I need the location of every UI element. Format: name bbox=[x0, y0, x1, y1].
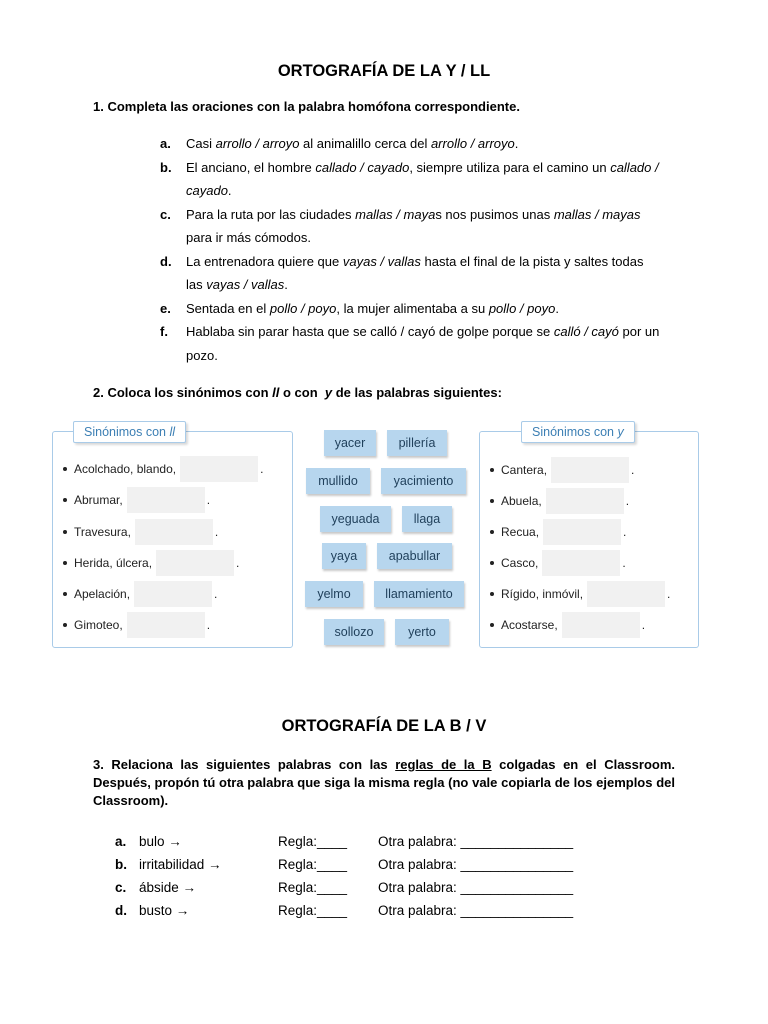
word-bank-chip[interactable]: apabullar bbox=[377, 543, 452, 569]
item-sentence: Hablaba sin parar hasta que se calló / cayó de golpe porque se calló / cayó por un pozo. bbox=[186, 324, 660, 363]
answer-blank[interactable] bbox=[562, 612, 640, 638]
synonym-row: Acostarse, . bbox=[490, 611, 645, 639]
synonym-row: Cantera, . bbox=[490, 456, 634, 484]
other-word-blank[interactable]: Otra palabra: _______________ bbox=[378, 880, 574, 895]
synonym-word: Herida, úlcera, bbox=[74, 556, 153, 570]
exercise-1-list bbox=[160, 132, 660, 367]
word-bank-chip[interactable]: yaya bbox=[322, 543, 366, 569]
synonym-row: Recua, . bbox=[490, 518, 626, 546]
exercise-3-row bbox=[115, 880, 635, 900]
synonym-word: Acostarse, bbox=[501, 618, 558, 632]
item-marker: e. bbox=[160, 300, 171, 316]
bullet-icon bbox=[490, 623, 494, 627]
answer-blank[interactable] bbox=[135, 519, 213, 545]
exercise-3-row bbox=[115, 857, 635, 877]
synonym-word: Apelación, bbox=[74, 587, 131, 601]
word-bank-chip[interactable]: yacer bbox=[324, 430, 376, 456]
rule-blank[interactable]: Regla:____ bbox=[278, 834, 348, 849]
item-marker: b. bbox=[160, 159, 172, 175]
synonyms-y-tab: Sinónimos con y bbox=[521, 421, 635, 443]
synonym-word: Casco, bbox=[501, 556, 539, 570]
synonym-row: Travesura, . bbox=[63, 518, 218, 546]
word-label: bulo → bbox=[139, 834, 182, 849]
synonym-row: Apelación, . bbox=[63, 580, 217, 608]
word-label: ábside → bbox=[139, 880, 197, 895]
item-marker: b. bbox=[115, 857, 127, 872]
bullet-icon bbox=[490, 530, 494, 534]
rule-blank[interactable]: Regla:____ bbox=[278, 880, 348, 895]
list-item bbox=[160, 320, 660, 367]
answer-blank[interactable] bbox=[127, 487, 205, 513]
bullet-icon bbox=[63, 592, 67, 596]
answer-blank[interactable] bbox=[156, 550, 234, 576]
synonyms-ll-box bbox=[52, 425, 293, 648]
word-bank-chip[interactable]: yerto bbox=[395, 619, 449, 645]
exercise-3-row bbox=[115, 903, 635, 923]
word-bank-chip[interactable]: sollozo bbox=[324, 619, 384, 645]
other-word-blank[interactable]: Otra palabra: _______________ bbox=[378, 903, 574, 918]
item-marker: d. bbox=[160, 253, 172, 269]
answer-blank[interactable] bbox=[542, 550, 620, 576]
list-item bbox=[160, 132, 660, 156]
answer-blank[interactable] bbox=[587, 581, 665, 607]
synonym-word: Recua, bbox=[501, 525, 540, 539]
item-marker: d. bbox=[115, 903, 127, 918]
bullet-icon bbox=[63, 467, 67, 471]
rule-blank[interactable]: Regla:____ bbox=[278, 857, 348, 872]
item-marker: c. bbox=[160, 206, 171, 222]
bullet-icon bbox=[63, 498, 67, 502]
item-sentence: La entrenadora quiere que vayas / vallas hasta el final de la pista y saltes todas las vayas / vallas. bbox=[186, 253, 644, 292]
synonym-row: Gimoteo, . bbox=[63, 611, 210, 639]
item-sentence: Para la ruta por las ciudades mallas / mayas nos pusimos unas mallas / mayas para ir más cómodos. bbox=[186, 206, 641, 245]
synonym-row: Rígido, inmóvil, . bbox=[490, 580, 670, 608]
synonym-word: Acolchado, blando, bbox=[74, 462, 177, 476]
item-sentence: Sentada en el pollo / poyo, la mujer alimentaba a su pollo / poyo. bbox=[186, 300, 559, 316]
list-item bbox=[160, 250, 660, 297]
answer-blank[interactable] bbox=[180, 456, 258, 482]
exercise-3-instruction: 3. Relaciona las siguientes palabras con las reglas de la B colgadas en el Classroom. Después, propón tú otra palabra que siga la misma regla (no vale copiarla de los ejemplos del Classroom). bbox=[93, 757, 676, 808]
word-label: irritabilidad → bbox=[139, 857, 222, 872]
synonym-word: Travesura, bbox=[74, 525, 131, 539]
synonyms-y-box bbox=[479, 425, 699, 648]
answer-blank[interactable] bbox=[543, 519, 621, 545]
item-marker: f. bbox=[160, 324, 168, 339]
bullet-icon bbox=[490, 499, 494, 503]
item-marker: c. bbox=[115, 880, 127, 895]
synonym-word: Abrumar, bbox=[74, 493, 123, 507]
section-title-b-v: ORTOGRAFÍA DE LA B / V bbox=[281, 717, 487, 735]
item-sentence: El anciano, el hombre callado / cayado, siempre utiliza para el camino un callado / cayado. bbox=[186, 159, 659, 198]
item-marker: a. bbox=[115, 834, 127, 849]
synonym-word: Rígido, inmóvil, bbox=[501, 587, 584, 601]
exercise-3-row bbox=[115, 834, 635, 854]
synonym-row: Abrumar, . bbox=[63, 486, 210, 514]
synonym-word: Abuela, bbox=[501, 494, 542, 508]
item-marker: a. bbox=[160, 136, 171, 151]
other-word-blank[interactable]: Otra palabra: _______________ bbox=[378, 857, 574, 872]
bullet-icon bbox=[63, 530, 67, 534]
word-bank-chip[interactable]: pillería bbox=[387, 430, 447, 456]
list-item bbox=[160, 156, 660, 203]
synonym-row: Abuela, . bbox=[490, 487, 629, 515]
exercise-1-instruction: 1. Completa las oraciones con la palabra homófona correspondiente. bbox=[93, 99, 520, 114]
exercise-2-instruction: 2. Coloca los sinónimos con ll o con y de las palabras siguientes: bbox=[93, 385, 502, 400]
bullet-icon bbox=[490, 592, 494, 596]
word-bank-chip[interactable]: yacimiento bbox=[381, 468, 466, 494]
bullet-icon bbox=[63, 623, 67, 627]
word-bank-chip[interactable]: llaga bbox=[402, 506, 452, 532]
answer-blank[interactable] bbox=[546, 488, 624, 514]
bullet-icon bbox=[490, 468, 494, 472]
answer-blank[interactable] bbox=[134, 581, 212, 607]
rule-blank[interactable]: Regla:____ bbox=[278, 903, 348, 918]
synonym-row: Herida, úlcera, . bbox=[63, 549, 239, 577]
synonym-row: Acolchado, blando, . bbox=[63, 455, 263, 483]
bullet-icon bbox=[490, 561, 494, 565]
other-word-blank[interactable]: Otra palabra: _______________ bbox=[378, 834, 574, 849]
list-item bbox=[160, 297, 660, 321]
list-item bbox=[160, 203, 660, 250]
word-bank-chip[interactable]: yelmo bbox=[305, 581, 363, 607]
answer-blank[interactable] bbox=[551, 457, 629, 483]
word-bank-chip[interactable]: llamamiento bbox=[374, 581, 464, 607]
synonym-word: Cantera, bbox=[501, 463, 548, 477]
synonyms-ll-tab: Sinónimos con ll bbox=[73, 421, 186, 443]
synonym-row: Casco, . bbox=[490, 549, 626, 577]
word-label: busto → bbox=[139, 903, 190, 918]
word-bank-chip[interactable]: mullido bbox=[306, 468, 370, 494]
item-sentence: Casi arrollo / arroyo al animalillo cerca del arrollo / arroyo. bbox=[186, 136, 519, 151]
bullet-icon bbox=[63, 561, 67, 565]
word-bank-chip[interactable]: yeguada bbox=[320, 506, 391, 532]
answer-blank[interactable] bbox=[127, 612, 205, 638]
synonym-word: Gimoteo, bbox=[74, 618, 123, 632]
section-title-y-ll: ORTOGRAFÍA DE LA Y / LL bbox=[277, 62, 491, 80]
